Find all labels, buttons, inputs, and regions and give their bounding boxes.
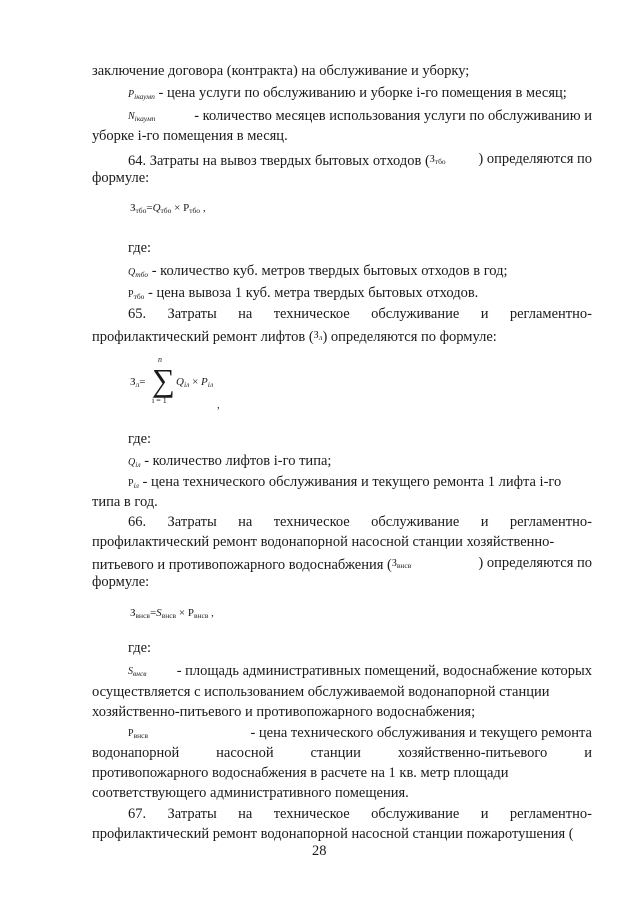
definition-line: $P_{iкаумп}$ - цена услуги по обслуживанию и уборке i-го помещения в месяц; bbox=[128, 85, 567, 101]
paragraph-66 bbox=[128, 513, 592, 532]
text-line: соответствующего административного помещения. bbox=[92, 785, 409, 801]
text-line: осуществляется с использованием обслуживаемой водонапорной станции bbox=[92, 684, 550, 700]
definition-line: $S_{внсв}$ - площадь административных помещений, водоснабжение которых bbox=[128, 663, 592, 679]
word: водонапорной bbox=[92, 745, 180, 761]
formula-tbo: Зтбо=Qтбо × Pтбо , bbox=[130, 202, 206, 215]
word: 65. bbox=[128, 306, 147, 322]
text-line: где: bbox=[128, 640, 152, 656]
word: на bbox=[238, 514, 253, 530]
text-line: противопожарного водоснабжения в расчете на 1 кв. метр площади bbox=[92, 765, 509, 781]
symbol: $P_{iкаумп}$ bbox=[128, 89, 155, 101]
text-line: профилактический ремонт водонапорной насосной станции хозяйственно- bbox=[92, 534, 555, 550]
definition-line: $P_{iл}$ - цена технического обслуживания и текущего ремонта 1 лифта i-го bbox=[128, 474, 562, 490]
text-line: где: bbox=[128, 240, 152, 256]
word: техническое bbox=[273, 514, 350, 530]
word: регламентно- bbox=[509, 806, 592, 822]
word: обслуживание bbox=[371, 806, 460, 822]
paragraph-67 bbox=[128, 805, 592, 824]
text-line bbox=[92, 744, 592, 763]
word: техническое bbox=[273, 806, 350, 822]
text-line: формуле: bbox=[92, 574, 150, 590]
word: и bbox=[480, 306, 489, 322]
definition-line: $Q_{iл}$ - количество лифтов i-го типа; bbox=[128, 453, 332, 469]
word: Затраты bbox=[167, 306, 217, 322]
text-line: формуле: bbox=[92, 170, 150, 186]
text-line: заключение договора (контракта) на обслуживание и уборку; bbox=[92, 63, 470, 79]
word: и bbox=[480, 514, 489, 530]
document-page: заключение договора (контракта) на обслуживание и уборку; $P_{iкаумп}$ - цена услуги по обслуживанию и уборке i-го помещения в месяц; $N_{iкаумп}$ - количество месяцев использования услуги по обслуживанию и уборке i-го помещения в месяц. 64. Затраты на вывоз твердых бытовых отходов ($^{З_{тбо}}$ ) определяются по формуле: Зтбо=Qтбо × Pтбо , где: $Q_{тбо}$ - количество куб. метров твердых бытовых отходов в год; $P_{тбо}$ - цена вывоза 1 куб. метра твердых бытовых отходов. 65. Затраты на техническое обслуживание и регламентно- профилактический ремонт лифтов ($^{З_л}$) определяются по формуле: Зл= ∑ n i = 1 $Q_{iл} \times P_{iл}$ , где: $Q_{iл}$ - количество лифтов i-го типа; $P_{iл}$ - цена технического обслуживания и текущего ремонта 1 лифта i-го типа в год. 66. Затраты на техническое обслуживание и регламентно- профилактический ремонт водонапорной насосной станции хозяйственно- питьевого и противопожарного водоснабжения ($^{З_{внсв}}$ ) определяются по формуле: Звнсв=Sвнсв × Pвнсв , где: $S_{внсв}$ - площадь административных помещений, водоснабжение которых осуществляется с использованием обслуживаемой водонапорной станции хозяйственно-питьевого и противопожарного водоснабжения; $P_{внсв}$ - цена технического обслуживания и текущего ремонта водонапорной насосной станции хозяйственно-питьевого и противопожарного водоснабжения в расчете на 1 кв. метр площади соответствующего административного помещения. 67. Затраты на техническое обслуживание и регламентно- профилактический ремонт водонапорной насосной станции пожаротушения ( 28 bbox=[92, 63, 592, 859]
word: на bbox=[238, 806, 253, 822]
symbol: $N_{iкаумп}$ bbox=[128, 111, 156, 123]
word: 66. bbox=[128, 514, 147, 530]
text-line: типа в год. bbox=[92, 494, 158, 510]
definition-line: $P_{внсв}$ - цена технического обслуживания и текущего ремонта bbox=[128, 725, 592, 741]
page-number: 28 bbox=[312, 843, 327, 859]
formula-vnsv: Звнсв=Sвнсв × Pвнсв , bbox=[130, 607, 214, 620]
definition-line: $P_{тбо}$ - цена вывоза 1 куб. метра твердых бытовых отходов. bbox=[128, 285, 479, 301]
definition-line: $Q_{тбо}$ - количество куб. метров твердых бытовых отходов в год; bbox=[128, 263, 508, 279]
text-line: хозяйственно-питьевого и противопожарного водоснабжения; bbox=[92, 704, 476, 720]
word: насосной bbox=[216, 745, 274, 761]
word: на bbox=[238, 306, 253, 322]
word: станции bbox=[310, 745, 361, 761]
word: регламентно- bbox=[509, 306, 592, 322]
text-line: где: bbox=[128, 431, 152, 447]
word: техническое bbox=[273, 306, 350, 322]
word: и bbox=[480, 806, 489, 822]
word: и bbox=[584, 745, 592, 761]
text-line: питьевого и противопожарного водоснабжения ($^{З_{внсв}}$ ) определяются по bbox=[92, 555, 592, 573]
paragraph-65 bbox=[128, 305, 592, 324]
paragraph-64: 64. Затраты на вывоз твердых бытовых отходов ($^{З_{тбо}}$ ) определяются по bbox=[128, 151, 592, 169]
word: обслуживание bbox=[371, 306, 460, 322]
word: регламентно- bbox=[509, 514, 592, 530]
text-line: профилактический ремонт водонапорной насосной станции пожаротушения ( bbox=[92, 826, 574, 842]
word: Затраты bbox=[167, 514, 217, 530]
word: Затраты bbox=[167, 806, 217, 822]
word: хозяйственно-питьевого bbox=[397, 745, 548, 761]
text-line: профилактический ремонт лифтов ($^{З_л}$) определяются по формуле: bbox=[92, 329, 497, 345]
word: обслуживание bbox=[371, 514, 460, 530]
definition-line: $N_{iкаумп}$ - количество месяцев использования услуги по обслуживанию и bbox=[128, 107, 592, 128]
text-line: уборке i-го помещения в месяц. bbox=[92, 128, 288, 144]
word: 67. bbox=[128, 806, 147, 822]
